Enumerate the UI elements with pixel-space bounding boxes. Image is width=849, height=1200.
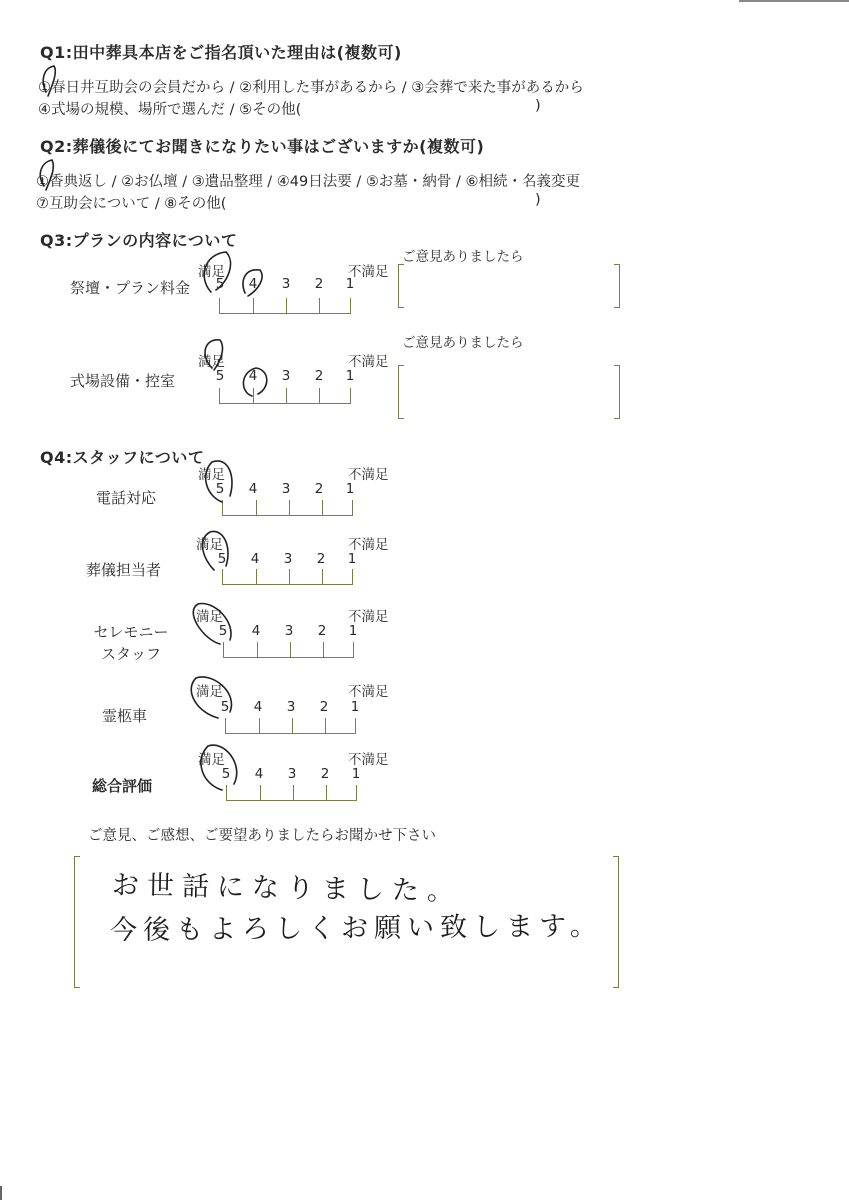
hearse-scale[interactable] [215, 699, 375, 719]
plan-fee-comment-bracket-left [398, 264, 404, 308]
facility-score-4[interactable]: 4 [248, 368, 258, 384]
plan-fee-scale-axis [219, 298, 351, 314]
q2-options-line2[interactable]: ⑦互助会について / ⑧その他( [36, 196, 227, 212]
hearse-score-4[interactable]: 4 [253, 699, 263, 715]
phone-score-5[interactable]: 5 [215, 481, 225, 497]
facility-satisfied-label: 満足 [198, 354, 225, 370]
plan-fee-satisfied-label: 満足 [198, 264, 225, 280]
funeral-staff-satisfied-label: 満足 [196, 537, 223, 553]
phone-score-4[interactable]: 4 [248, 481, 258, 497]
hearse-score-1[interactable]: 1 [350, 699, 360, 715]
facility-comment-bracket-left [398, 365, 404, 419]
comments-bracket-left [74, 856, 80, 988]
q3-title: Q3:プランの内容について [40, 231, 238, 250]
hearse-satisfied-label: 満足 [196, 684, 223, 700]
q1-title: Q1:田中葬具本店をご指名頂いた理由は(複数可) [40, 43, 402, 62]
facility-unsatisfied-label: 不満足 [348, 354, 389, 370]
plan-fee-unsatisfied-label: 不満足 [348, 264, 389, 280]
hearse-score-5[interactable]: 5 [220, 699, 230, 715]
q2-other-close: ) [535, 192, 541, 208]
overall-score-1[interactable]: 1 [351, 766, 361, 782]
ceremony-staff-score-1[interactable]: 1 [348, 623, 358, 639]
hearse-scale-axis [225, 718, 356, 734]
plan-fee-score-5[interactable]: 5 [215, 276, 225, 292]
funeral-staff-score-3[interactable]: 3 [283, 551, 293, 567]
plan-fee-comment-prompt: ご意見ありましたら [402, 249, 524, 265]
plan-fee-comment-field[interactable] [406, 266, 610, 306]
q1-other-close: ) [535, 98, 541, 114]
ceremony-staff-score-3[interactable]: 3 [284, 623, 294, 639]
ceremony-staff-score-5[interactable]: 5 [218, 623, 228, 639]
scan-edge-left [0, 1186, 2, 1200]
plan-fee-scale[interactable] [210, 276, 370, 296]
ceremony-staff-label-line1: セレモニー [93, 623, 169, 641]
phone-score-1[interactable]: 1 [345, 481, 355, 497]
ceremony-staff-score-2[interactable]: 2 [317, 623, 327, 639]
facility-score-3[interactable]: 3 [281, 368, 291, 384]
phone-score-2[interactable]: 2 [314, 481, 324, 497]
facility-score-2[interactable]: 2 [314, 368, 324, 384]
facility-score-1[interactable]: 1 [345, 368, 355, 384]
ceremony-staff-label [86, 621, 176, 665]
funeral-staff-unsatisfied-label: 不満足 [348, 537, 389, 553]
overall-scale[interactable] [216, 766, 376, 786]
hearse-score-2[interactable]: 2 [319, 699, 329, 715]
comments-prompt: ご意見、ご感想、ご要望ありましたらお聞かせ下さい [88, 828, 436, 844]
overall-score-5[interactable]: 5 [221, 766, 231, 782]
funeral-staff-scale-axis [222, 569, 353, 585]
funeral-staff-score-5[interactable]: 5 [217, 551, 227, 567]
facility-comment-bracket-right [614, 365, 620, 419]
facility-comment-field[interactable] [406, 367, 610, 417]
overall-satisfied-label: 満足 [198, 752, 225, 768]
phone-label: 電話対応 [96, 489, 157, 507]
plan-fee-label: 祭壇・プラン料金 [70, 279, 191, 297]
ceremony-staff-score-4[interactable]: 4 [251, 623, 261, 639]
plan-fee-score-4[interactable]: 4 [248, 276, 258, 292]
phone-score-3[interactable]: 3 [281, 481, 291, 497]
facility-scale[interactable] [210, 368, 370, 388]
facility-label: 式場設備・控室 [70, 372, 176, 390]
ceremony-staff-unsatisfied-label: 不満足 [348, 609, 389, 625]
ceremony-staff-scale-axis [223, 642, 354, 658]
scan-edge-top [739, 0, 849, 2]
hearse-score-3[interactable]: 3 [286, 699, 296, 715]
plan-fee-score-1[interactable]: 1 [345, 276, 355, 292]
comments-handwritten-line1: お世話になりました。 [111, 869, 463, 908]
phone-scale-axis [222, 500, 353, 516]
phone-scale[interactable] [210, 481, 370, 501]
facility-scale-axis [219, 388, 351, 404]
overall-score-2[interactable]: 2 [320, 766, 330, 782]
q4-title: Q4:スタッフについて [40, 448, 205, 467]
funeral-staff-score-4[interactable]: 4 [250, 551, 260, 567]
comments-handwritten-line2: 今後もよろしくお願い致します。 [109, 910, 603, 947]
q1-options-line2[interactable]: ④式場の規模、場所で選んだ / ⑤その他( [38, 102, 302, 118]
overall-label: 総合評価 [92, 777, 153, 795]
ceremony-staff-label-line2: スタッフ [100, 645, 161, 663]
phone-unsatisfied-label: 不満足 [348, 467, 389, 483]
facility-comment-prompt: ご意見ありましたら [402, 335, 524, 351]
funeral-staff-label: 葬儀担当者 [86, 561, 162, 579]
facility-score-5[interactable]: 5 [215, 368, 225, 384]
ceremony-staff-satisfied-label: 満足 [196, 609, 223, 625]
overall-score-4[interactable]: 4 [254, 766, 264, 782]
funeral-staff-score-2[interactable]: 2 [316, 551, 326, 567]
q2-options-line1[interactable]: ①香典返し / ②お仏壇 / ③遺品整理 / ④49日法要 / ⑤お墓・納骨 / ⑥相続・名義変更 [36, 174, 580, 190]
q2-title: Q2:葬儀後にてお聞きになりたい事はございますか(複数可) [40, 137, 485, 156]
overall-score-3[interactable]: 3 [287, 766, 297, 782]
overall-unsatisfied-label: 不満足 [348, 752, 389, 768]
hearse-label: 霊柩車 [102, 707, 148, 725]
funeral-staff-score-1[interactable]: 1 [347, 551, 357, 567]
plan-fee-score-3[interactable]: 3 [281, 276, 291, 292]
comments-field[interactable] [84, 860, 608, 984]
q1-options-line1[interactable]: ①春日井互助会の会員だから / ②利用した事があるから / ③会葬で来た事があるから [38, 80, 584, 96]
comments-bracket-right [613, 856, 619, 988]
phone-satisfied-label: 満足 [198, 467, 225, 483]
plan-fee-score-2[interactable]: 2 [314, 276, 324, 292]
hearse-unsatisfied-label: 不満足 [348, 684, 389, 700]
plan-fee-comment-bracket-right [614, 264, 620, 308]
overall-scale-axis [226, 785, 357, 801]
funeral-staff-scale[interactable] [212, 551, 372, 571]
ceremony-staff-scale[interactable] [213, 623, 373, 643]
